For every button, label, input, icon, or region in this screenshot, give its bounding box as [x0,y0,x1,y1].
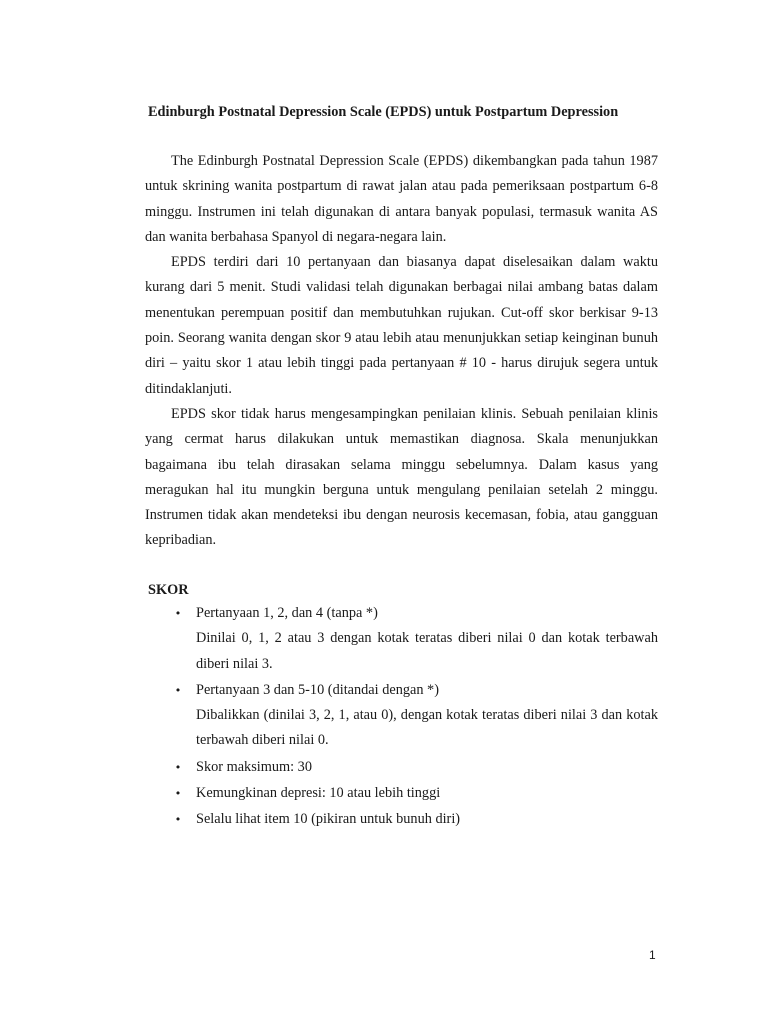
list-item-title: Skor maksimum: 30 [196,758,312,775]
list-item-title: Kemungkinan depresi: 10 atau lebih tinggi [196,785,441,802]
bullet-icon: • [174,683,182,697]
list-item [148,807,658,832]
document-body [145,149,658,554]
list-item [148,601,658,677]
bullet-icon: • [174,787,182,801]
paragraph-structure: EPDS terdiri dari 10 pertanyaan dan biasanya dapat diselesaikan dalam waktu kurang dari 5 menit. Studi validasi telah digunakan berbagai nilai ambang batas dalam menentukan perempuan positif dan membutuhkan rujukan. Cut-off skor berkisar 9-13 poin. Seorang wanita dengan skor 9 atau lebih atau menunjukkan setiap keinginan bunuh diri – yaitu skor 1 atau lebih tinggi pada pertanyaan # 10 - harus dirujuk segera untuk ditindaklanjuti. [145,254,658,397]
list-item-title: Pertanyaan 1, 2, dan 4 (tanpa *) [196,605,378,621]
document-title: Edinburgh Postnatal Depression Scale (EPDS) untuk Postpartum Depression [148,104,619,120]
list-item [148,781,658,806]
score-section-heading: SKOR [148,582,189,598]
bullet-icon: • [174,813,182,827]
bullet-icon: • [174,607,182,620]
list-item [148,755,658,780]
page-number: 1 [649,948,656,962]
list-item [148,678,658,754]
paragraph-clinical: EPDS skor tidak harus mengesampingkan penilaian klinis. Sebuah penilaian klinis yang cermat harus dilakukan untuk memastikan diagnosa. Skala menunjukkan bagaimana ibu telah dirasakan selama minggu sebelumnya. Dalam kasus yang meragukan hal itu mungkin berguna untuk mengulang penilaian setelah 2 minggu. Instrumen tidak akan mendeteksi ibu dengan neurosis kecemasan, fobia, atau gangguan kepribadian. [145,405,658,549]
list-item-title: Selalu lihat item 10 (pikiran untuk bunuh diri) [196,811,461,828]
paragraph-intro: The Edinburgh Postnatal Depression Scale (EPDS) dikembangkan pada tahun 1987 untuk skrining wanita postpartum di rawat jalan atau pada pemeriksaan postpartum 6-8 minggu. Instrumen ini telah digunakan di antara banyak populasi, termasuk wanita AS dan wanita berbahasa Spanyol di negara-negara lain. [145,153,658,245]
list-item-detail: Dinilai 0, 1, 2 atau 3 dengan kotak teratas diberi nilai 0 dan kotak terbawah diberi nilai 3. [196,630,658,672]
bullet-icon: • [174,760,182,774]
list-item-detail: Dibalikkan (dinilai 3, 2, 1, atau 0), dengan kotak teratas diberi nilai 3 dan kotak terbawah diberi nilai 0. [196,707,658,749]
list-item-title: Pertanyaan 3 dan 5-10 (ditandai dengan *) [196,681,439,698]
score-list [148,601,658,834]
